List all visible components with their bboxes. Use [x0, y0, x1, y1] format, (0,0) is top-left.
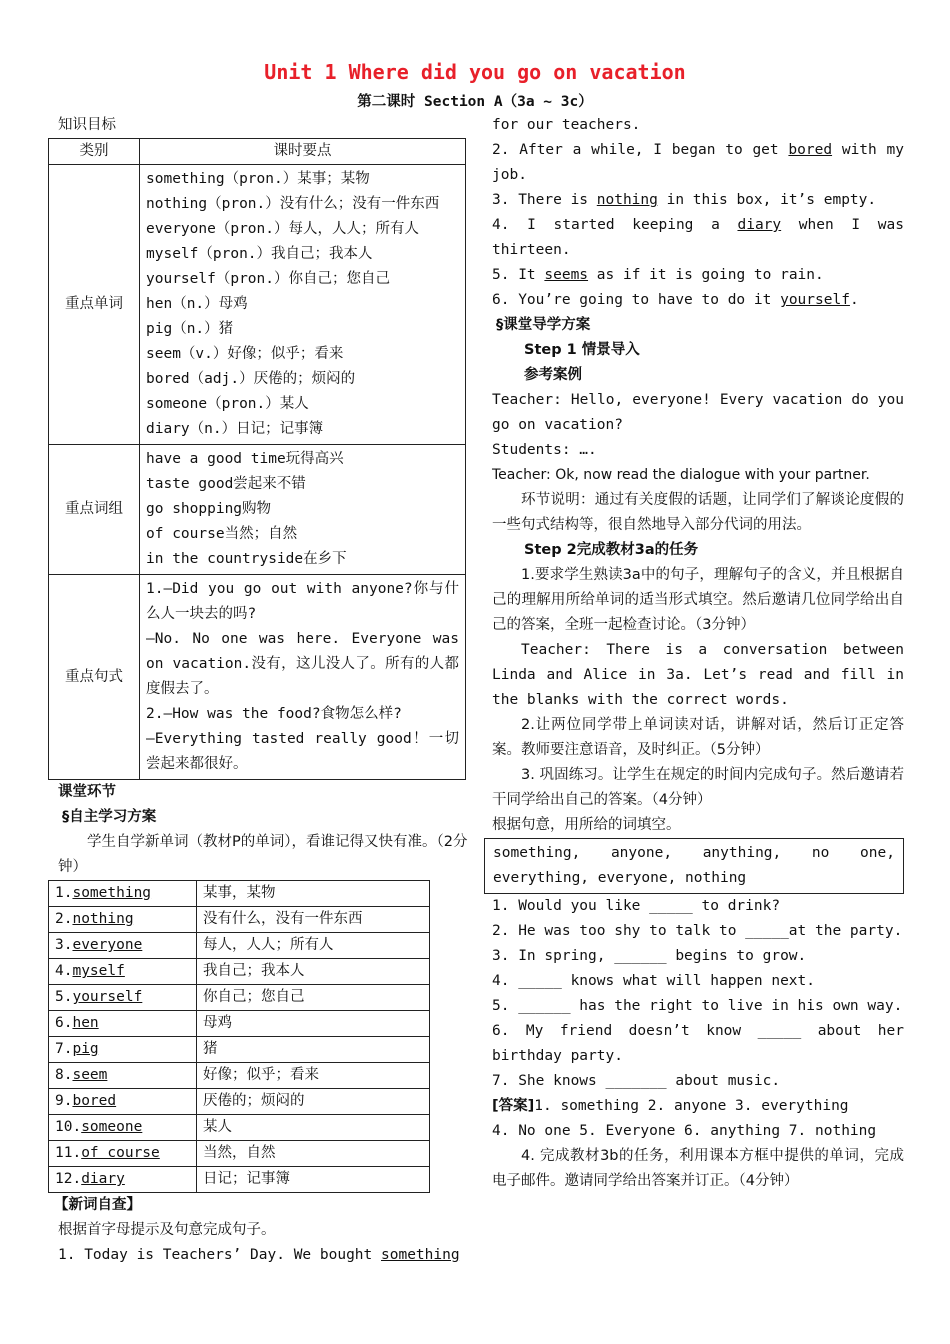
exercise-answer: bored — [788, 142, 833, 158]
vocab-num: 2. — [55, 911, 73, 927]
vocab-word: yourself — [72, 989, 143, 1005]
objectives-table — [48, 138, 466, 780]
vocab-num: 8. — [55, 1067, 73, 1083]
vocab-num: 5. — [55, 989, 73, 1005]
exercise-text: in this box, it’s empty. — [657, 192, 877, 208]
exercise-text: with my job. — [492, 142, 904, 183]
vocab-meaning: 厌倦的；烦闷的 — [197, 1089, 430, 1115]
word-box-item: no — [811, 845, 830, 861]
list-item: something（pron.）某事；某物 — [146, 171, 370, 187]
vocab-word: something — [72, 885, 152, 901]
table-row — [49, 1063, 430, 1089]
answer-line-1 — [492, 1094, 904, 1119]
page-title: Unit 1 Where did you go on vacation — [264, 60, 686, 84]
word-box-item: anyone, — [610, 845, 673, 861]
vocab-word: someone — [81, 1119, 143, 1135]
list-item: pig（n.）猪 — [146, 321, 234, 337]
fill-item: 6. My friend doesn’t know _____ about her birthday party. — [492, 1023, 904, 1064]
table-row — [49, 1141, 430, 1167]
vocab-word: diary — [81, 1171, 125, 1187]
step2-paragraph-3: 3. 巩固练习。让学生在规定的时间内完成句子。然后邀请若干同学给出自己的答案。（4分钟） — [492, 767, 904, 808]
list-item: —Everything tasted really good！一切尝起来都很好。 — [146, 731, 459, 772]
key-sentences-row — [49, 575, 466, 780]
table-row — [49, 959, 430, 985]
vocab-meaning: 我自己；我本人 — [197, 959, 430, 985]
exercise-1 — [58, 1243, 468, 1268]
students-line: Students: …. — [492, 442, 597, 458]
word-box — [484, 838, 904, 894]
vocab-word: nothing — [72, 911, 134, 927]
vocab-num: 1. — [55, 885, 73, 901]
table-row — [49, 1037, 430, 1063]
list-item: everyone（pron.）每人，人人；所有人 — [146, 221, 419, 237]
exercise-text: 4. I started keeping a — [492, 217, 738, 233]
fill-instruction: 根据句意，用所给的词填空。 — [492, 817, 681, 833]
exercise-answer: diary — [737, 217, 782, 233]
exercise-text: 2. After a while, I began to get — [492, 142, 789, 158]
list-item: bored（adj.）厌倦的；烦闷的 — [146, 371, 356, 387]
exercise-text: 3. There is — [492, 192, 597, 208]
exercise-6 — [492, 288, 904, 313]
word-box-item: something, — [493, 845, 581, 861]
vocab-word: hen — [72, 1015, 99, 1031]
key-phrases-list — [140, 445, 466, 575]
exercise-text: 1. Today is Teachers’ Day. We bought — [58, 1247, 382, 1263]
key-words-label: 重点单词 — [49, 165, 140, 445]
list-item: someone（pron.）某人 — [146, 396, 309, 412]
vocab-num: 3. — [55, 937, 73, 953]
step2-heading: Step 2完成教材3a的任务 — [524, 542, 699, 558]
list-item: have a good time玩得高兴 — [146, 451, 344, 467]
right-column — [492, 113, 904, 1194]
self-study-text: 学生自学新单词（教材P的单词），看谁记得又快有准。（2分钟） — [58, 834, 468, 875]
list-item: nothing（pron.）没有什么；没有一件东西 — [146, 196, 440, 212]
vocab-meaning: 没有什么，没有一件东西 — [197, 907, 430, 933]
key-sentences-label: 重点句式 — [49, 575, 140, 780]
exercise-answer: yourself — [780, 292, 850, 308]
fill-item: 5. ______ has the right to live in his own way. — [492, 998, 903, 1014]
key-phrases-row — [49, 445, 466, 575]
fill-item: 4. _____ knows what will happen next. — [492, 973, 816, 989]
list-item: of course当然；自然 — [146, 526, 298, 542]
key-words-list — [140, 165, 466, 445]
new-words-instruction: 根据首字母提示及句意完成句子。 — [58, 1222, 276, 1238]
header-points: 课时要点 — [140, 139, 466, 165]
word-box-item: one, — [860, 845, 895, 861]
new-words-heading: 【新词自查】 — [54, 1197, 141, 1213]
answer-label: [答案] — [492, 1098, 535, 1114]
exercise-answer: nothing — [596, 192, 658, 208]
key-sentences-list — [140, 575, 466, 780]
vocab-word: of course — [81, 1145, 160, 1161]
key-words-row — [49, 165, 466, 445]
page-subtitle: 第二课时 Section A（3a ~ 3c） — [357, 94, 593, 110]
vocab-word: everyone — [72, 937, 143, 953]
teacher-line-2: Teacher: Ok, now read the dialogue with your partner. — [492, 467, 870, 483]
vocab-num: 10. — [55, 1119, 82, 1135]
vocab-meaning: 猪 — [197, 1037, 430, 1063]
vocab-num: 4. — [55, 963, 73, 979]
left-column — [48, 113, 468, 1268]
vocab-meaning: 某事，某物 — [197, 881, 430, 907]
vocab-meaning: 每人，人人；所有人 — [197, 933, 430, 959]
objectives-label: 知识目标 — [58, 117, 116, 133]
step1-heading: Step 1 情景导入 — [524, 342, 640, 358]
vocab-num: 6. — [55, 1015, 73, 1031]
vocab-num: 9. — [55, 1093, 73, 1109]
reference-heading: 参考案例 — [524, 367, 582, 383]
list-item: go shopping购物 — [146, 501, 272, 517]
exercise-text: as if it is going to rain. — [588, 267, 824, 283]
vocab-meaning: 某人 — [197, 1115, 430, 1141]
vocab-meaning: 母鸡 — [197, 1011, 430, 1037]
exercise-text: when I was thirteen. — [492, 217, 904, 258]
vocab-word: seem — [72, 1067, 108, 1083]
vocab-meaning: 当然，自然 — [197, 1141, 430, 1167]
list-item: myself（pron.）我自己；我本人 — [146, 246, 373, 262]
exercise-3 — [492, 188, 904, 213]
exercise-answer: seems — [544, 267, 589, 283]
self-study-heading: §自主学习方案 — [62, 809, 157, 825]
vocab-meaning: 好像；似乎；看来 — [197, 1063, 430, 1089]
word-box-line-2: everything, everyone, nothing — [493, 870, 747, 886]
list-item: taste good尝起来不错 — [146, 476, 306, 492]
vocab-word: pig — [72, 1041, 99, 1057]
table-row — [49, 1115, 430, 1141]
step2-paragraph-2: 2.让两位同学带上单词读对话，讲解对话，然后订正定答案。教师要注意语音，及时纠正。（5分钟） — [492, 717, 904, 758]
table-row — [49, 985, 430, 1011]
exercise-5 — [492, 263, 904, 288]
exercise-text: 5. It — [492, 267, 545, 283]
exercise-1-cont: for our teachers. — [492, 117, 641, 133]
class-section-label: 课堂环节 — [58, 784, 116, 800]
list-item: 1.—Did you go out with anyone?你与什么人一块去的吗? — [146, 581, 459, 622]
vocab-word: bored — [72, 1093, 117, 1109]
exercise-4 — [492, 213, 904, 263]
exercise-text: . — [849, 292, 859, 308]
exercise-answer: something — [381, 1247, 460, 1263]
table-row — [49, 881, 430, 907]
table-row — [49, 1011, 430, 1037]
step4-text: 4. 完成教材3b的任务，利用课本方框中提供的单词，完成电子邮件。邀请同学给出答案并订正。（4分钟） — [492, 1148, 904, 1189]
table-row — [49, 933, 430, 959]
vocab-meaning: 日记；记事簿 — [197, 1167, 430, 1193]
step1-note: 环节说明：通过有关度假的话题，让同学们了解谈论度假的一些句式结构等，很自然地导入部分代词的用法。 — [492, 492, 904, 533]
fill-item: 2. He was too shy to talk to _____at the party. — [492, 923, 903, 939]
step2-teacher: Teacher: There is a conversation between Linda and Alice in 3a. Let’s read and fill in the blanks with the correct words. — [492, 642, 904, 708]
vocab-num: 12. — [55, 1171, 82, 1187]
table-row — [49, 1167, 430, 1193]
table-row — [49, 907, 430, 933]
fill-item: 1. Would you like _____ to drink? — [492, 898, 781, 914]
vocab-num: 11. — [55, 1145, 82, 1161]
answer-text: 1. something 2. anyone 3. everything — [534, 1098, 849, 1114]
fill-item: 7. She knows _______ about music. — [492, 1073, 781, 1089]
exercise-2 — [492, 138, 904, 188]
list-item: diary（n.）日记；记事簿 — [146, 421, 324, 437]
fill-item: 3. In spring, ______ begins to grow. — [492, 948, 807, 964]
guide-heading: §课堂导学方案 — [496, 317, 591, 333]
table-row — [49, 1089, 430, 1115]
vocab-num: 7. — [55, 1041, 73, 1057]
step2-paragraph-1: 1.要求学生熟读3a中的句子，理解句子的含义，并且根据自己的理解用所给单词的适当形式填空。然后邀请几位同学给出自己的答案，全班一起检查讨论。（3分钟） — [492, 567, 904, 633]
exercise-text: 6. You’re going to have to do it — [492, 292, 781, 308]
teacher-line-1: Teacher: Hello, everyone! Every vacation do you go on vacation? — [492, 392, 904, 433]
key-phrases-label: 重点词组 — [49, 445, 140, 575]
list-item: 2.—How was the food?食物怎么样? — [146, 706, 402, 722]
list-item: in the countryside在乡下 — [146, 551, 347, 567]
vocab-word: myself — [72, 963, 125, 979]
header-category: 类别 — [49, 139, 140, 165]
word-box-item: anything, — [702, 845, 782, 861]
vocab-meaning: 你自己；您自己 — [197, 985, 430, 1011]
list-item: —No. No one was here. Everyone was on vacation.没有，这儿没人了。所有的人都度假去了。 — [146, 631, 459, 697]
list-item: seem（v.）好像；似乎；看来 — [146, 346, 344, 362]
list-item: hen（n.）母鸡 — [146, 296, 248, 312]
answer-line-2: 4. No one 5. Everyone 6. anything 7. nothing — [492, 1123, 877, 1139]
vocab-table — [48, 880, 430, 1193]
list-item: yourself（pron.）你自己；您自己 — [146, 271, 390, 287]
